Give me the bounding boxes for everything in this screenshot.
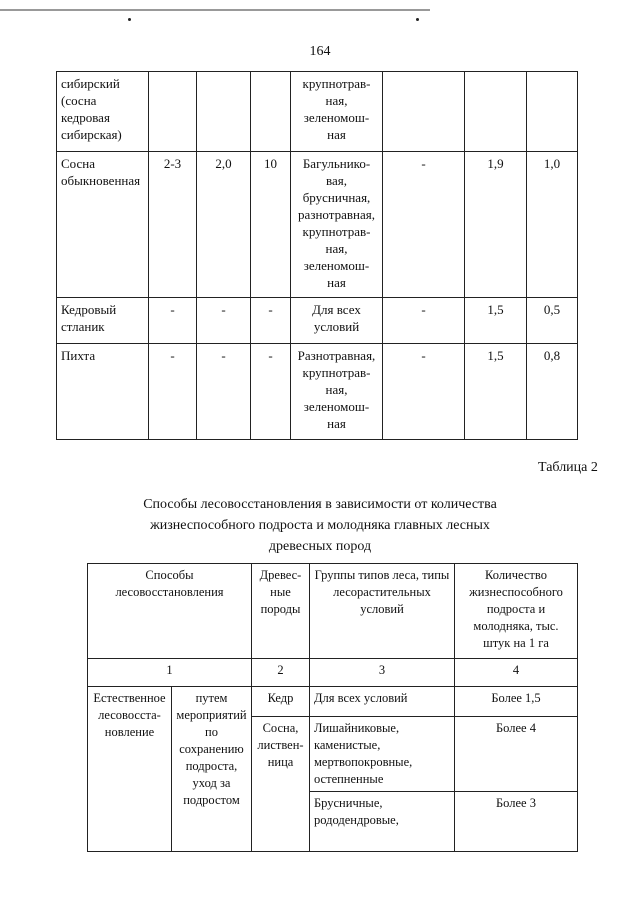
table-cell: - <box>383 152 465 298</box>
species-cell: Кедровый стланик <box>57 298 149 344</box>
scan-dot <box>128 18 131 21</box>
table-cell <box>251 72 291 152</box>
table-row <box>88 687 578 717</box>
species-cell: Сосна обыкновенная <box>57 152 149 298</box>
table-cell: 10 <box>251 152 291 298</box>
column-number-row <box>88 659 578 687</box>
quantity-cell: Более 1,5 <box>455 687 578 717</box>
table-cell: 1,0 <box>527 152 578 298</box>
page-number: 164 <box>309 44 331 59</box>
table-row <box>57 72 578 152</box>
table-label: Таблица 2 <box>538 460 598 475</box>
table-cell: - <box>149 344 197 440</box>
table-cell <box>527 72 578 152</box>
quantity-cell: Более 3 <box>455 792 578 852</box>
table-cell: - <box>197 344 251 440</box>
table-row <box>57 344 578 440</box>
species-cell: Сосна, листвен-ница <box>252 717 310 852</box>
table-row <box>57 298 578 344</box>
table-cell: 2,0 <box>197 152 251 298</box>
table-cell: 1,5 <box>465 298 527 344</box>
table-cell <box>149 72 197 152</box>
group-cell: Брусничные, рододендровые, <box>310 792 455 852</box>
table-cell: - <box>383 298 465 344</box>
table-cell: 1,9 <box>465 152 527 298</box>
column-number: 3 <box>310 659 455 687</box>
table-cell: 0,5 <box>527 298 578 344</box>
table-cell <box>383 72 465 152</box>
top-border <box>0 0 640 3</box>
species-cell: сибирский (сосна кедровая сибирская) <box>57 72 149 152</box>
table-title: Способы лесовосстановления в зависимости от количества жизнеспособного подроста и молодняка главных лесных древесных пород <box>143 497 497 554</box>
table-cell <box>197 72 251 152</box>
species-cell: Кедр <box>252 687 310 717</box>
table-cell: 1,5 <box>465 344 527 440</box>
group-cell: Для всех условий <box>310 687 455 717</box>
method-sub-cell: путем мероприятий по сохранению подроста, уход за подростом <box>172 687 252 852</box>
continued-forest-table <box>56 71 578 440</box>
column-number: 1 <box>88 659 252 687</box>
header-species: Древес-ные породы <box>252 564 310 659</box>
species-cell: Пихта <box>57 344 149 440</box>
header-row <box>88 564 578 659</box>
column-number: 2 <box>252 659 310 687</box>
forest-type-cell: крупнотрав-ная, зеленомош-ная <box>291 72 383 152</box>
method-main-cell: Естественное лесовосста-новление <box>88 687 172 852</box>
table-cell: - <box>251 298 291 344</box>
table-cell: - <box>149 298 197 344</box>
table-cell: - <box>251 344 291 440</box>
table-cell: 0,8 <box>527 344 578 440</box>
forest-type-cell: Багульнико-вая, брусничная, разнотравная, крупнотрав-ная, зеленомош-ная <box>291 152 383 298</box>
reforestation-methods-table <box>87 563 578 852</box>
table-cell: 2-3 <box>149 152 197 298</box>
group-cell: Лишайниковые, каменистые, мертвопокровные, остепненные <box>310 717 455 792</box>
table-row <box>57 152 578 298</box>
quantity-cell: Более 4 <box>455 717 578 792</box>
forest-type-cell: Разнотравная, крупнотрав-ная, зеленомош-ная <box>291 344 383 440</box>
table-cell <box>465 72 527 152</box>
header-methods: Способы лесовосстановления <box>88 564 252 659</box>
table-cell: - <box>383 344 465 440</box>
forest-type-cell: Для всех условий <box>291 298 383 344</box>
header-quantity: Количество жизнеспособного подроста и молодняка, тыс. штук на 1 га <box>455 564 578 659</box>
header-groups: Группы типов леса, типы лесорастительных условий <box>310 564 455 659</box>
scan-dot <box>416 18 419 21</box>
column-number: 4 <box>455 659 578 687</box>
table-cell: - <box>197 298 251 344</box>
